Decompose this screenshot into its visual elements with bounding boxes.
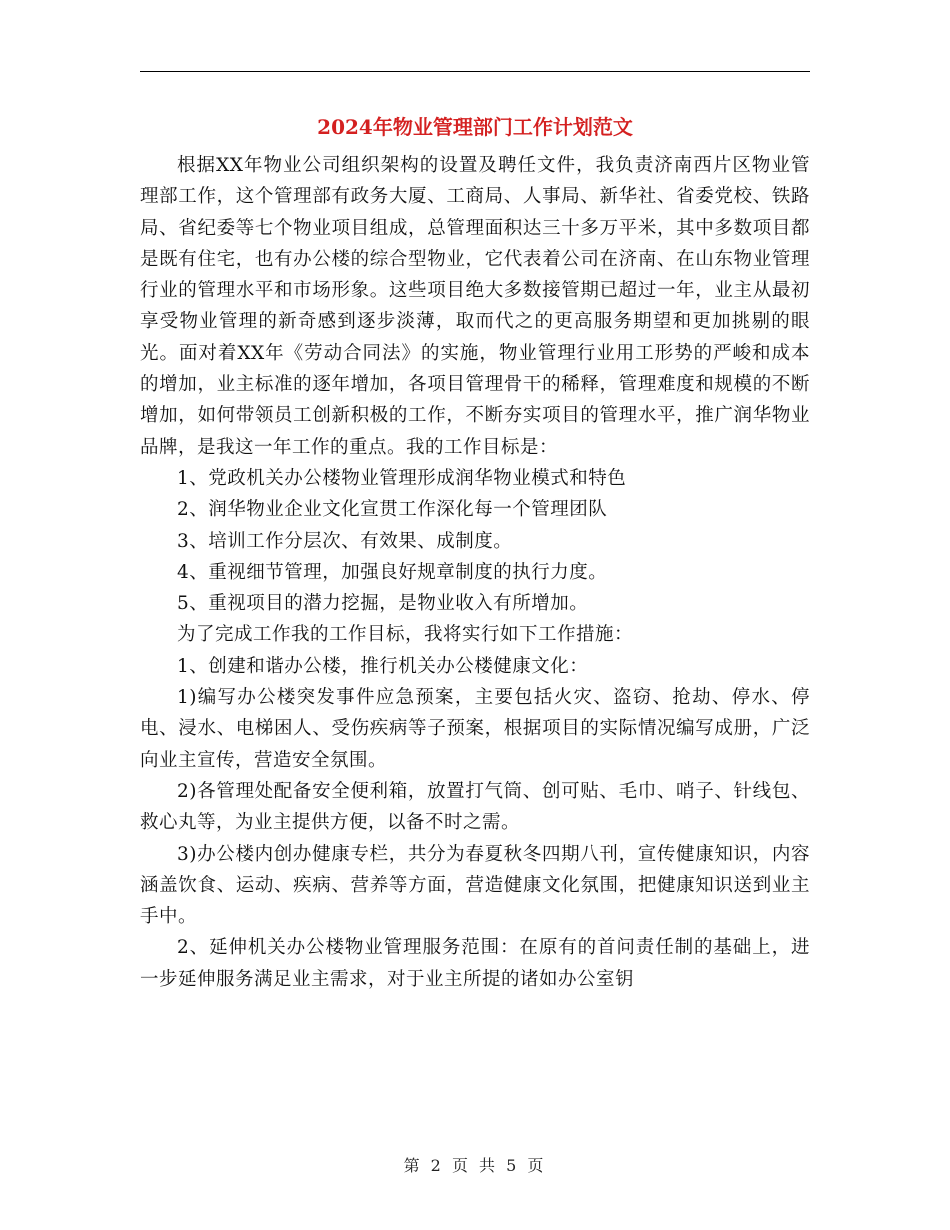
- measure-1-sub-2: 2)各管理处配备安全便利箱，放置打气筒、创可贴、毛巾、哨子、针线包、救心丸等，为业主提供方便，以备不时之需。: [140, 780, 810, 834]
- measure-1-sub-3: 3)办公楼内创办健康专栏，共分为春夏秋冬四期八刊，宣传健康知识，内容涵盖饮食、运动、疾病、营养等方面，营造健康文化氛围，把健康知识送到业主手中。: [140, 843, 810, 928]
- measures-intro: 为了完成工作我的工作目标，我将实行如下工作措施：: [177, 624, 634, 646]
- document-title: 2024年物业管理部门工作计划范文: [317, 115, 633, 139]
- measure-heading-2: 2、延伸机关办公楼物业管理服务范围：在原有的首问责任制的基础上，进一步延伸服务满足业主需求，对于业主所提的诸如办公室钥: [140, 937, 810, 990]
- goal-item-3: 3、培训工作分层次、有效果、成制度。: [177, 530, 513, 552]
- page-number-footer: 第 2 页 共 5 页: [403, 1156, 547, 1175]
- measure-1-sub-1: 1)编写办公楼突发事件应急预案，主要包括火灾、盗窃、抢劫、停水、停电、浸水、电梯困人、受伤疾病等子预案，根据项目的实际情况编写成册，广泛向业主宣传，营造安全氛围。: [140, 687, 810, 771]
- goal-item-4: 4、重视细节管理，加强良好规章制度的执行力度。: [177, 561, 608, 583]
- goal-item-1: 1、党政机关办公楼物业管理形成润华物业模式和特色: [177, 467, 627, 489]
- intro-paragraph: 根据XX年物业公司组织架构的设置及聘任文件，我负责济南西片区物业管理部工作，这个管理部有政务大厦、工商局、人事局、新华社、省委党校、铁路局、省纪委等七个物业项目组成，总管理面积达三十多万平米，其中多数项目都是既有住宅，也有办公楼的综合型物业，它代表着公司在济南、在山东物业管理行业的管理水平和市场形象。这些项目绝大多数接管期已超过一年，业主从最初享受物业管理的新奇感到逐步淡薄，取而代之的更高服务期望和更加挑剔的眼光。面对着XX年《劳动合同法》的实施，物业管理行业用工形势的严峻和成本的增加，业主标准的逐年增加，各项目管理骨干的稀释，管理难度和规模的不断增加，如何带领员工创新积极的工作，不断夯实项目的管理水平，推广润华物业品牌，是我这一年工作的重点。我的工作目标是：: [140, 155, 810, 458]
- document-body: [140, 150, 810, 995]
- goal-item-5: 5、重视项目的潜力挖掘，是物业收入有所增加。: [177, 593, 589, 615]
- goal-item-2: 2、润华物业企业文化宣贯工作深化每一个管理团队: [177, 499, 608, 521]
- measure-heading-1: 1、创建和谐办公楼，推行机关办公楼健康文化：: [177, 655, 589, 677]
- header-rule: [140, 71, 810, 72]
